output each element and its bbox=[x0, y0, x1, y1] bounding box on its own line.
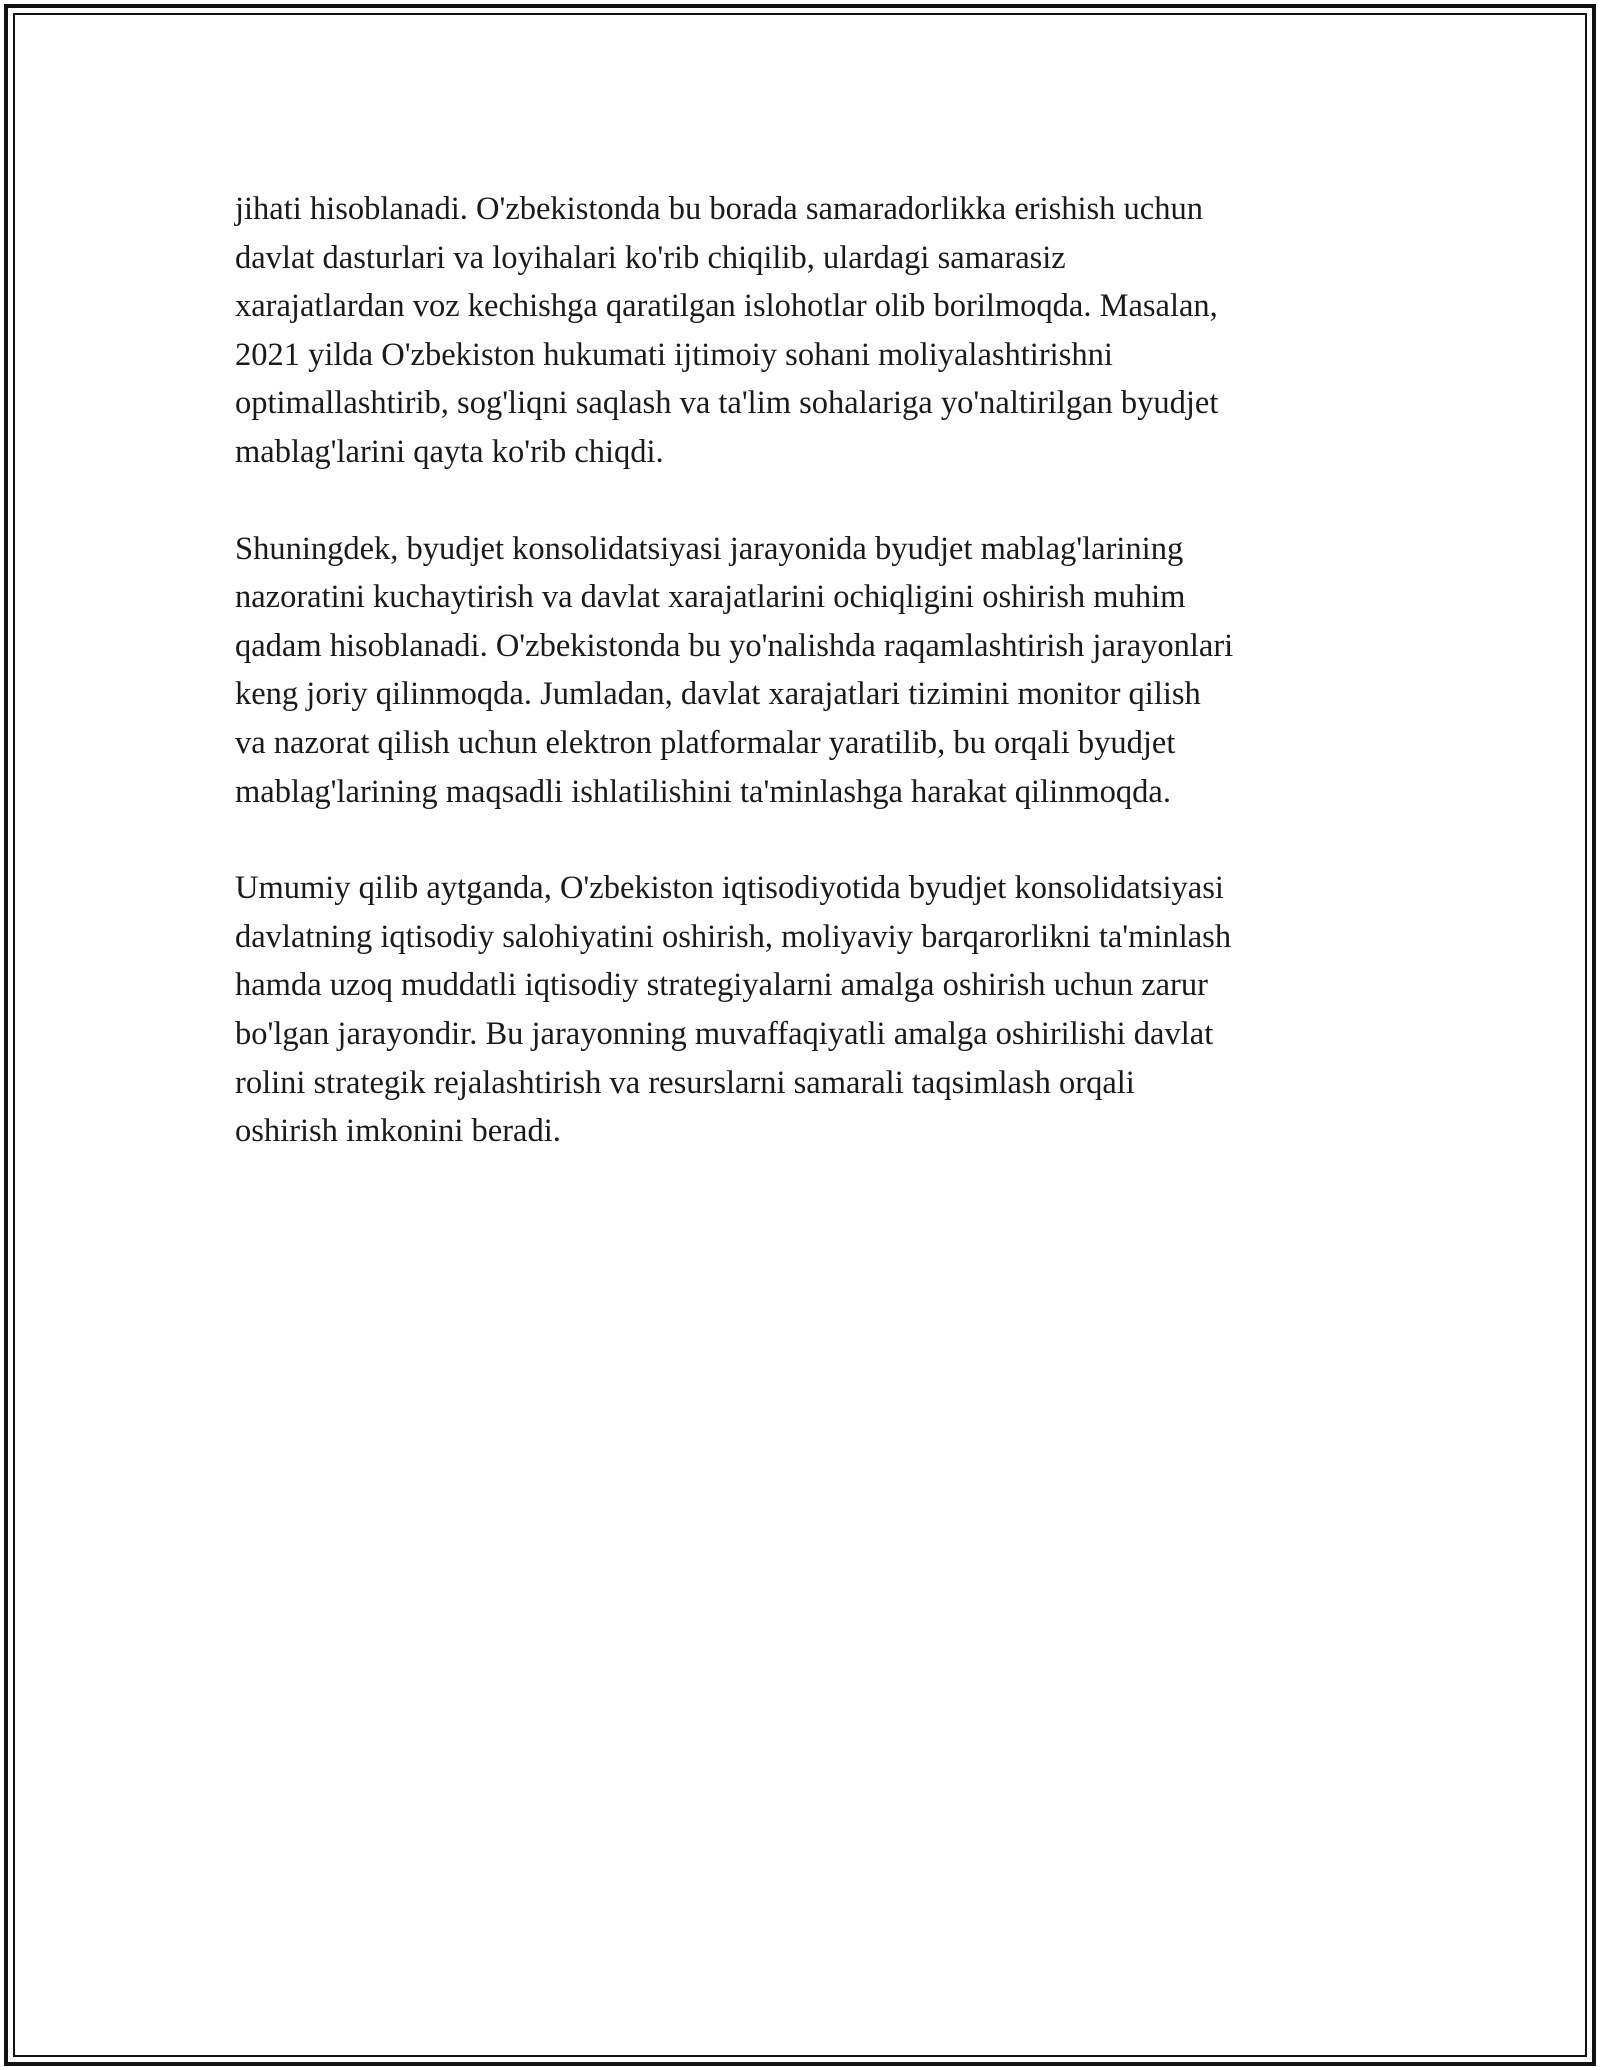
text-line: qadam hisoblanadi. O'zbekistonda bu yo'nalishda raqamlashtirish jarayonlari bbox=[235, 627, 1234, 664]
text-line: rolini strategik rejalashtirish va resurslarni samarali taqsimlash orqali bbox=[235, 1064, 1135, 1101]
paragraph-3 bbox=[235, 864, 1375, 1156]
text-line: davlatning iqtisodiy salohiyatini oshirish, moliyaviy barqarorlikni ta'minlash bbox=[235, 918, 1232, 955]
text-line: oshirish imkonini beradi. bbox=[235, 1113, 561, 1150]
text-line: Shuningdek, byudjet konsolidatsiyasi jarayonida byudjet mablag'larining bbox=[235, 530, 1184, 567]
text-line: nazoratini kuchaytirish va davlat xarajatlarini ochiqligini oshirish muhim bbox=[235, 579, 1186, 616]
text-line: optimallashtirib, sog'liqni saqlash va ta'lim sohalariga yo'naltirilgan byudjet bbox=[235, 385, 1219, 422]
text-line: xarajatlardan voz kechishga qaratilgan islohotlar olib borilmoqda. Masalan, bbox=[235, 288, 1218, 325]
text-line: jihati hisoblanadi. O'zbekistonda bu borada samaradorlikka erishish uchun bbox=[235, 191, 1203, 227]
paragraph-2 bbox=[235, 525, 1375, 817]
paragraph-1 bbox=[235, 185, 1375, 477]
text-line: mablag'larining maqsadli ishlatilishini ta'minlashga harakat qilinmoqda. bbox=[235, 773, 1171, 810]
document-body bbox=[235, 185, 1375, 1204]
text-line: bo'lgan jarayondir. Bu jarayonning muvaffaqiyatli amalga oshirilishi davlat bbox=[235, 1015, 1214, 1052]
text-line: hamda uzoq muddatli iqtisodiy strategiyalarni amalga oshirish uchun zarur bbox=[235, 967, 1208, 1004]
text-line: Umumiy qilib aytganda, O'zbekiston iqtisodiyotida byudjet konsolidatsiyasi bbox=[235, 870, 1224, 907]
text-line: mablag'larini qayta ko'rib chiqdi. bbox=[235, 433, 664, 470]
text-line: va nazorat qilish uchun elektron platformalar yaratilib, bu orqali byudjet bbox=[235, 724, 1176, 761]
text-line: keng joriy qilinmoqda. Jumladan, davlat xarajatlari tizimini monitor qilish bbox=[235, 676, 1201, 713]
text-line: davlat dasturlari va loyihalari ko'rib chiqilib, ulardagi samarasiz bbox=[235, 239, 1066, 276]
text-line: 2021 yilda O'zbekiston hukumati ijtimoiy sohani moliyalashtirishni bbox=[235, 336, 1113, 373]
